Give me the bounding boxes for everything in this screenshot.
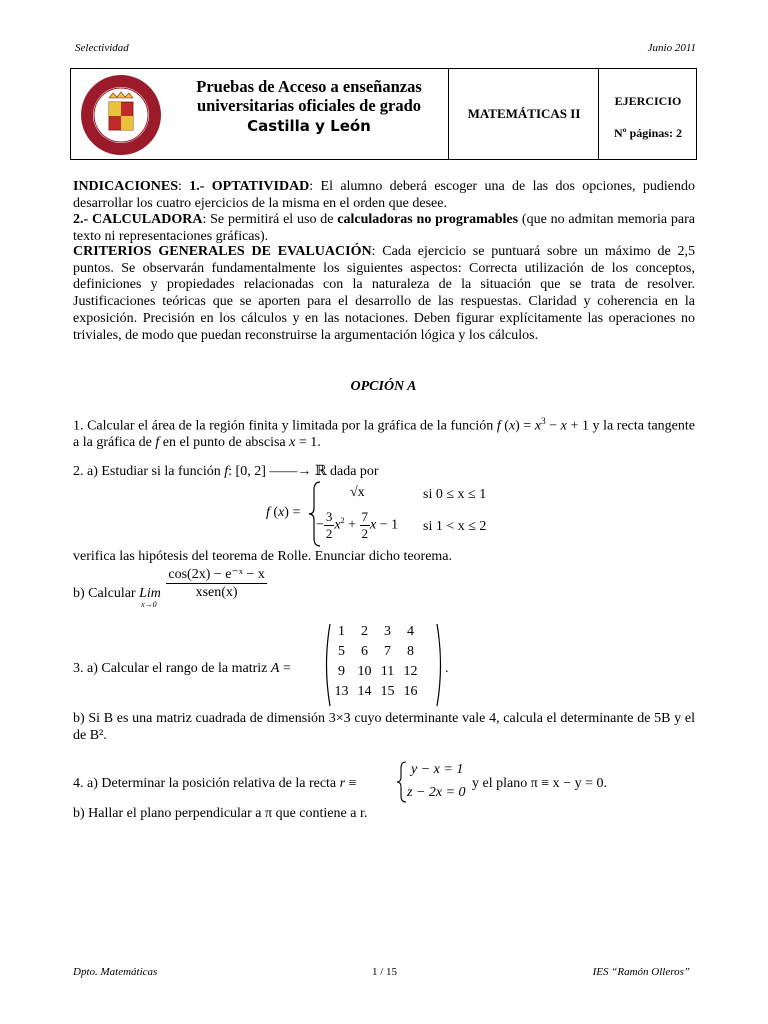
exercise-label: EJERCICIO [614, 94, 682, 108]
matrix-cell: 4 [407, 624, 414, 640]
case-2-cond: si 1 < x ≤ 2 [423, 519, 487, 534]
matrix-cell: 3 [384, 624, 391, 640]
matrix-cell: 1 [338, 624, 345, 640]
pages-label: Nº páginas: 2 [614, 126, 682, 140]
line-eq-2: z − 2x = 0 [407, 785, 466, 800]
matrix-cell: 9 [338, 664, 345, 680]
question-4b: b) Hallar el plano perpendicular a π que contiene a r. [73, 806, 368, 821]
matrix-cell: 13 [334, 684, 349, 700]
line-eq-1: y − x = 1 [411, 762, 464, 777]
title-box [70, 68, 697, 160]
question-4a: 4. a) Determinar la posición relativa de la recta r ≡ [73, 776, 357, 791]
criteria-paragraph: CRITERIOS GENERALES DE EVALUACIÓN: Cada ejercicio se puntuará sobre un máximo de 2,5 puntos. Se observarán fundamentalmente los siguientes aspectos: Correcta utilización de los conceptos, definiciones y propiedades relacionadas con la naturaleza de la situación que se trata de resolver. Justificaciones teóricas que se aporten para el desarrollo de las respuestas. Claridad y coherencia en la exposición. Precisión en los cálculos y en las notaciones. Deben figurar explícitamente las operaciones no triviales, de modo que puedan reconstruirse la argumentación lógica y los cálculos. [73, 244, 695, 343]
question-1: 1. Calcular el área de la región finita y limitada por la gráfica de la función f $(x) = x^3 - x + 1$ y la recta tangente a la gráfica de f en el punto de abscisa x = 1. [73, 416, 695, 451]
footer-left: Dpto. Matemáticas [73, 966, 158, 978]
matrix-row [330, 682, 422, 702]
subject-label: MATEMÁTICAS II [467, 106, 581, 121]
question-2b: b) Calcular Lim x→0 $\frac{\text{cos(2x) − e⁻ˣ − x}}{\text{xsen(x)}}$ [73, 567, 265, 609]
header-right: Junio 2011 [647, 42, 696, 54]
question-2a-intro: 2. a) Estudiar si la función f: [0, 2] ——→ ℝ dada por [73, 464, 379, 479]
case-2-expr: − $\frac{3}{2}$ $x^2$ + $\frac{7}{2}$ x − 1 [316, 509, 399, 541]
title-line-3: Castilla y León [247, 117, 371, 135]
university-seal-icon [79, 73, 163, 157]
matrix-cell: 6 [361, 644, 368, 660]
matrix-cell: 11 [380, 664, 395, 680]
matrix-cell: 15 [380, 684, 395, 700]
matrix-cell: 7 [384, 644, 391, 660]
matrix-cell: 8 [407, 644, 414, 660]
option-title: OPCIÓN A [350, 379, 417, 394]
exercise-cell [598, 69, 696, 159]
question-3b: b) Si B es una matriz cuadrada de dimensión 3×3 cuyo determinante vale 4, calcula el determinante de 5B y el de B². [73, 711, 695, 743]
footer-center: 1 / 15 [372, 966, 398, 978]
piecewise-label: f (x) = [266, 505, 301, 520]
matrix-a [330, 622, 422, 702]
matrix-right-paren-icon [435, 622, 445, 708]
matrix-cell: 5 [338, 644, 345, 660]
title-line-2: universitarias oficiales de grado [196, 96, 422, 115]
question-3a: 3. a) Calcular el rango de la matriz A = [73, 661, 291, 676]
title-line-1: Pruebas de Acceso a enseñanzas [196, 77, 422, 96]
matrix-cell: 14 [357, 684, 372, 700]
matrix-row [330, 642, 422, 662]
indications-paragraph: INDICACIONES: 1.- OPTATIVIDAD: El alumno deberá escoger una de las dos opciones, pudiendo desarrollar los cuatro ejercicios de la misma en el orden que desee. [73, 179, 696, 211]
matrix-cell: 12 [403, 664, 418, 680]
matrix-row [330, 662, 422, 682]
case-1-expr: √x [350, 485, 365, 500]
subject-cell [448, 69, 598, 159]
rolle-statement: verifica las hipótesis del teorema de Rolle. Enunciar dicho teorema. [73, 549, 453, 564]
case-1-cond: si 0 ≤ x ≤ 1 [423, 487, 487, 502]
footer-right: IES “Ramón Olleros” [592, 966, 690, 978]
header-left: Selectividad [75, 42, 129, 54]
matrix-cell: 10 [357, 664, 372, 680]
matrix-cell: 16 [403, 684, 418, 700]
matrix-period: . [445, 661, 449, 676]
plane-text: y el plano π ≡ x − y = 0. [472, 776, 607, 791]
matrix-cell: 2 [361, 624, 368, 640]
calculator-paragraph: 2.- CALCULADORA: Se permitirá el uso de calculadoras no programables (que no admitan memoria para texto ni representaciones gráficas). [73, 212, 695, 244]
matrix-row [330, 622, 422, 642]
